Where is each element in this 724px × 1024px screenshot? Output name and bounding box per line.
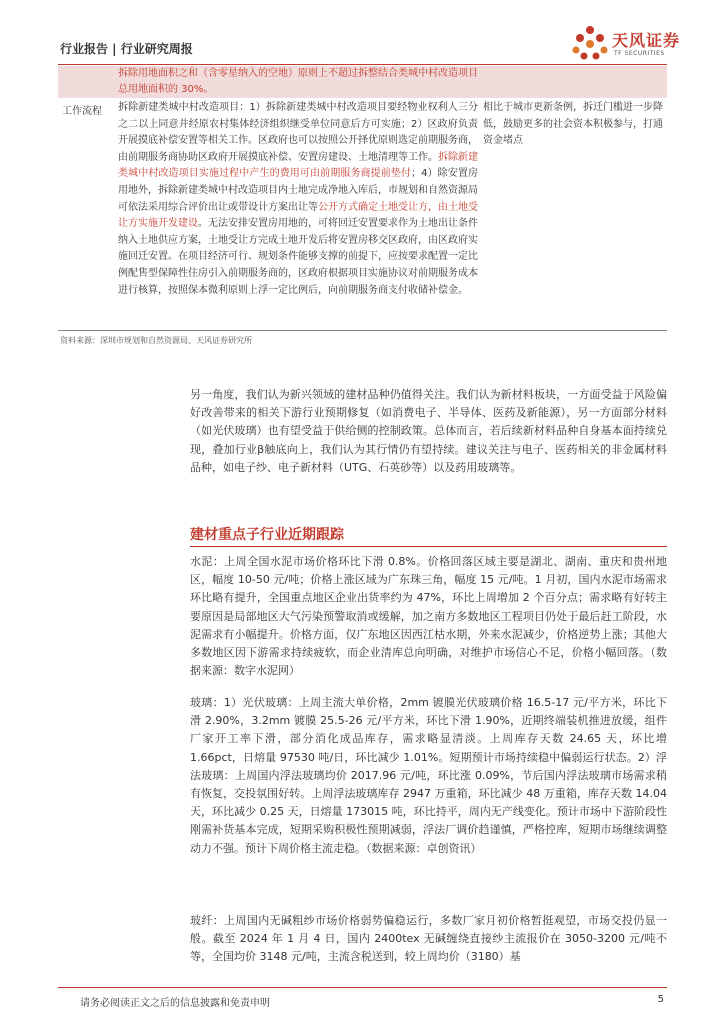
logo-text-cn: 天风证券	[612, 31, 681, 50]
glass-paragraph: 玻璃：1）光伏玻璃：上周主流大单价格，2mm 镀膜光伏玻璃价格 16.5-17 元/平方米，环比下滑 2.90%，3.2mm 镀膜 25.5-26 元/平方米，环比下滑 1.90%，近期终端装机推进放缓，组件厂家开工率下滑，部分消化成品库存，需求略显清淡。上周库存天数 24.65 天，环比增 1.66pct，日熔量 97530 吨/日，环比减少 1.01%。短期预计市场持续稳中偏弱运行状态。2）浮法玻璃：上周国内浮法玻璃均价 2017.96 元/吨，环比涨 0.09%，节后国内浮法玻璃市场需求稍有恢复，交投氛围好转。上周浮法玻璃库存 2947 万重箱，环比减少 48 万重箱，库存天数 14.04 天，环比减少 0.25 天，日熔量 173015 吨，环比持平，周内无产线变化。预计市场中下游阶段性刚需补货基本完成，短期采购积极性预期减弱，浮法厂调价趋谨慎，严格控库，短期市场继续调整动力不强。预计下周价格主流走稳。（数据来源：卓创资讯）	[190, 696, 667, 855]
table-bottom-border	[58, 330, 667, 331]
table-workflow-cell	[118, 100, 478, 299]
workflow-text-1: 拆除新建类城中村改造项目：1）拆除新建类城中村改造项目要经物业权利人三分之二以上同意并经原农村集体经济组织继受单位同意后方可实施；2）区政府负责开展摸底补偿安置等相关工作。区政府也可以按照公开择优原则选定前期服务商，由前期服务商协助区政府开展摸底补偿、安置房建设、土地清理等工作。	[118, 102, 478, 163]
report-category: 行业报告 | 行业研究周报	[60, 42, 193, 56]
table-source-note: 资料来源：深圳市规划和自然资源局、天风证券研究所	[60, 336, 252, 345]
workflow-text-2: ；4）除安置房用地外，拆除新建类城中村改造项目内土地完成净地入库后，市规划和自然资源局可依法采用综合评价出让或带设计方案出让等	[118, 168, 478, 213]
header-divider	[58, 64, 667, 65]
workflow-text-3: 。无法安排安置房用地的，可将回迁安置要求作为土地出让条件纳入土地供应方案，土地受让方完成土地开发后将安置房移交区政府，由区政府实施回迁安置。在项目经济可行、规划条件能够支撑的前提下，应按要求配置一定比例配售型保障性住房引入前期服务商的，区政府根据项目实施协议对前期服务成本进行核算，按照保本微利原则上浮一定比例后，向前期服务商支付收储补偿金。	[118, 218, 478, 296]
workflow-highlight-2: 公开方式确定土地受让方，由土地受让方实施开发建设	[118, 201, 478, 230]
fiberglass-paragraph: 玻纤：上周国内无碱粗纱市场价格弱势偏稳运行，多数厂家月初价格暂挺观望，市场交投仍显一般。截至 2024 年 1 月 4 日，国内 2400tex 无碱缠绕直接纱主流报价在 3050-3200 元/吨不等，全国均价 3148 元/吨，主流含税送到，较上周均价（3180）基	[190, 914, 667, 964]
logo-mark-icon	[570, 22, 610, 66]
table-comment-cell: 相比于城市更新条例，拆迁门槛进一步降低，鼓励更多的社会资本积极参与，打通资金堵点	[483, 102, 663, 147]
footer-divider	[58, 987, 667, 988]
workflow-highlight-1: 拆除新建类城中村改造项目实施过程中产生的费用可由前期服务商提前垫付	[118, 151, 478, 180]
page-number: 5	[657, 994, 664, 1005]
company-logo	[570, 22, 680, 66]
cement-paragraph: 水泥：上周全国水泥市场价格环比下滑 0.8%。价格回落区域主要是湖北、湖南、重庆和贵州地区，幅度 10-50 元/吨；价格上涨区域为广东珠三角，幅度 15 元/吨。1 月初，国内水泥市场需求环比略有提升，全国重点地区企业出货率约为 47%，环比上周增加 2 个百分点；需求略有好转主要原因是局部地区大气污染预警取消或缓解，加之南方多数地区工程项目仍处于最后赶工阶段，水泥需求有小幅提升。价格方面，仅广东地区因西江枯水期，外来水泥减少，价格逆势上涨；其他大多数地区因下游需求持续疲软，而企业清库总向明确，对维护市场信心不足，价格小幅回落。（数据来源：数字水泥网）	[190, 555, 667, 678]
logo-text-en: TF SECURITIES	[614, 50, 665, 57]
table-row-label: 工作流程	[62, 106, 102, 117]
table-row-text: 拆除用地面积之和（含零星纳入的空地）原则上不超过拆整结合类城中村改造项目总用地面积的 30%。	[118, 68, 478, 95]
intro-paragraph: 另一角度，我们认为新兴领域的建材品种仍值得关注。我们认为新材料板块，一方面受益于风险偏好改善带来的相关下游行业预期修复（如消费电子、半导体、医药及新能源），另一方面部分材料（如光伏玻璃）也有望受益于供给侧的控制政策。总体而言，若后续新材料品种自身基本面持续兑现，叠加行业β触底向上，我们认为其行情仍有望持续。建议关注与电子、医药相关的非金属材料品种，如电子纱、电子新材料（UTG、石英砂等）以及药用玻璃等。	[190, 388, 667, 474]
section-divider	[190, 546, 667, 547]
footer-disclaimer: 请务必阅读正文之后的信息披露和免责申明	[80, 998, 270, 1009]
section-title: 建材重点子行业近期跟踪	[190, 527, 344, 543]
